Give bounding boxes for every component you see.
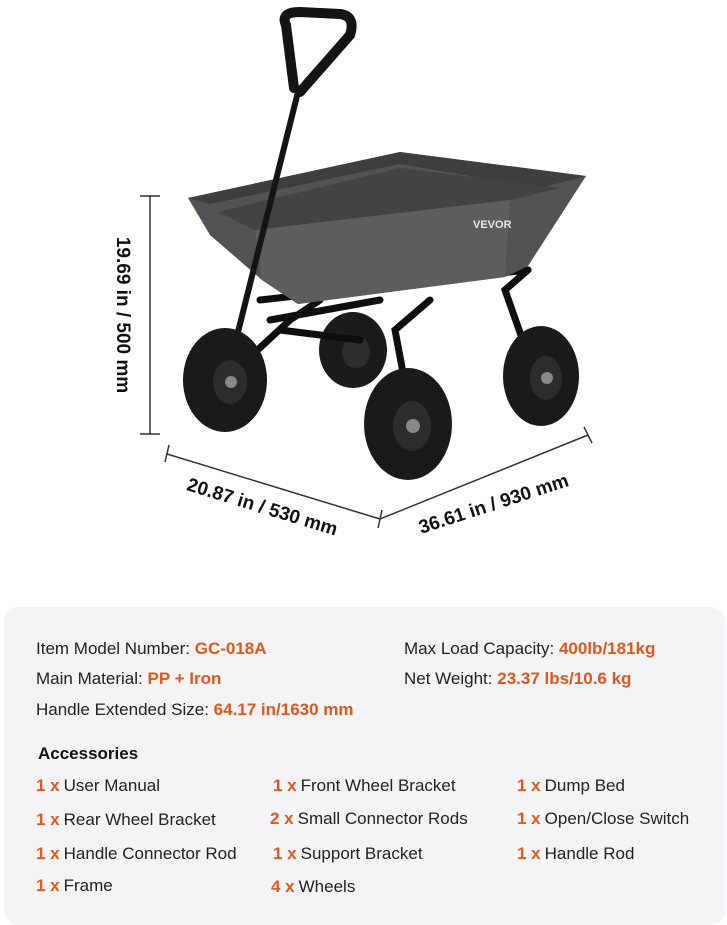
accessory-qty: 1 x	[517, 776, 541, 795]
accessory-item	[36, 810, 216, 830]
spec-label: Max Load Capacity:	[404, 639, 559, 658]
accessory-item	[273, 776, 456, 796]
accessory-qty: 1 x	[36, 776, 60, 795]
height-dimension-label: 19.69 in / 500 mm	[112, 236, 133, 394]
accessory-name: Handle Rod	[544, 844, 635, 863]
accessory-qty: 1 x	[36, 810, 60, 829]
accessory-name: Rear Wheel Bracket	[63, 810, 216, 829]
accessory-qty: 1 x	[517, 809, 541, 828]
accessory-name: Open/Close Switch	[544, 809, 690, 828]
spec-main-material	[36, 669, 221, 689]
front-left-wheel	[183, 328, 267, 432]
accessory-name: User Manual	[63, 776, 161, 795]
front-right-wheel	[364, 368, 452, 480]
accessory-item	[270, 809, 468, 829]
spec-net-weight	[404, 669, 631, 689]
accessory-qty: 1 x	[273, 776, 297, 795]
accessory-name: Small Connector Rods	[297, 809, 468, 828]
accessory-name: Dump Bed	[544, 776, 625, 795]
accessory-qty: 1 x	[517, 844, 541, 863]
spec-label: Main Material:	[36, 669, 148, 688]
width-dimension-label: 20.87 in / 530 mm	[184, 474, 340, 541]
accessory-item	[36, 844, 237, 864]
accessory-name: Wheels	[298, 877, 356, 896]
accessory-name: Support Bracket	[300, 844, 423, 863]
spec-label: Net Weight:	[404, 669, 498, 688]
accessory-qty: 4 x	[271, 877, 295, 896]
accessory-item	[517, 844, 634, 864]
spec-handle-size	[36, 700, 354, 720]
spec-value: 64.17 in/1630 mm	[213, 700, 354, 719]
accessory-qty: 1 x	[36, 844, 60, 863]
accessory-item	[273, 844, 423, 864]
accessory-name: Front Wheel Bracket	[300, 776, 456, 795]
accessory-item	[517, 809, 689, 829]
rear-right-wheel	[503, 326, 579, 426]
accessory-name: Frame	[63, 876, 113, 895]
length-dimension-label: 36.61 in / 930 mm	[416, 470, 572, 539]
height-dimension-line	[140, 196, 160, 434]
rear-left-wheel	[319, 312, 387, 388]
spec-value: 23.37 lbs/10.6 kg	[497, 669, 632, 688]
spec-value: 400lb/181kg	[558, 639, 656, 658]
spec-value: PP + Iron	[147, 669, 222, 688]
accessory-item	[36, 776, 160, 796]
accessory-name: Handle Connector Rod	[63, 844, 237, 863]
accessory-item	[271, 877, 355, 897]
spec-label: Item Model Number:	[36, 639, 195, 658]
brand-logo: VEVOR	[473, 219, 512, 231]
accessory-qty: 1 x	[273, 844, 297, 863]
spec-max-load	[404, 639, 655, 659]
accessory-qty: 1 x	[36, 876, 60, 895]
spec-label: Handle Extended Size:	[36, 700, 214, 719]
spec-model-number	[36, 639, 267, 659]
spec-value: GC-018A	[194, 639, 267, 658]
accessory-qty: 2 x	[270, 809, 294, 828]
accessory-item	[36, 876, 113, 896]
accessory-item	[517, 776, 625, 796]
accessories-title: Accessories	[38, 744, 139, 763]
